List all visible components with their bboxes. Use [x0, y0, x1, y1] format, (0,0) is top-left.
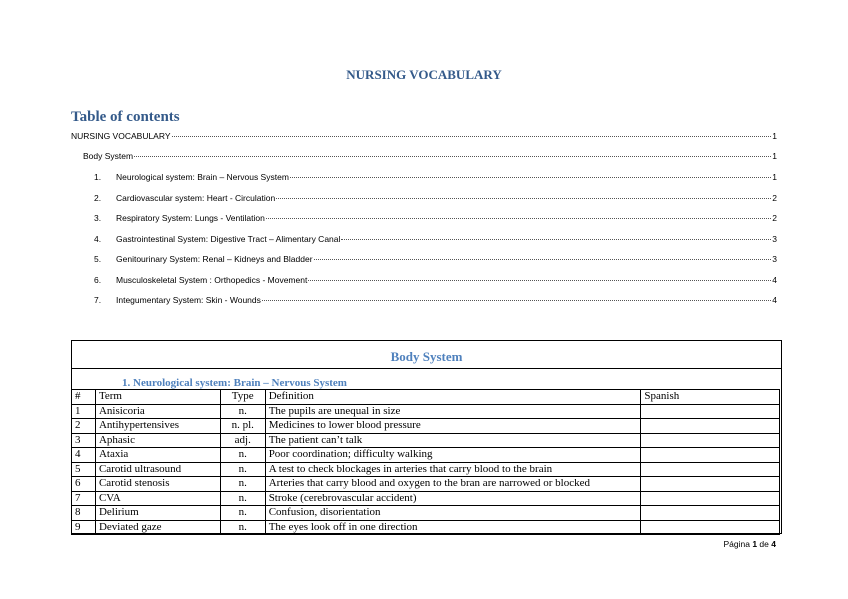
cell-term: Aphasic	[95, 433, 220, 448]
header-type: Type	[220, 390, 265, 405]
table-header-row	[72, 390, 780, 405]
cell-definition: Poor coordination; difficulty walking	[265, 448, 641, 463]
cell-spanish[interactable]	[641, 520, 780, 535]
toc-entry-number: 4.	[94, 234, 102, 244]
document-title: NURSING VOCABULARY	[346, 67, 502, 82]
toc-entry-page: 3	[772, 254, 777, 264]
cell-number: 4	[72, 448, 96, 463]
cell-number: 6	[72, 477, 96, 492]
cell-spanish[interactable]	[641, 419, 780, 434]
table-row	[72, 448, 780, 463]
table-row	[72, 433, 780, 448]
body-system-box	[71, 340, 782, 534]
cell-term: Carotid stenosis	[95, 477, 220, 492]
section-divider	[72, 368, 781, 369]
cell-definition: A test to check blockages in arteries that carry blood to the brain	[265, 462, 641, 477]
toc-entry-number: 3.	[94, 213, 102, 223]
toc-entry[interactable]	[94, 193, 777, 204]
header-spanish: Spanish	[641, 390, 780, 405]
cell-definition: Confusion, disorientation	[265, 506, 641, 521]
cell-spanish[interactable]	[641, 404, 780, 419]
cell-term: Carotid ultrasound	[95, 462, 220, 477]
cell-number: 2	[72, 419, 96, 434]
toc-entry-text: Neurological system: Brain – Nervous System	[116, 172, 289, 182]
toc-entry[interactable]	[83, 151, 777, 162]
cell-definition: The patient can’t talk	[265, 433, 641, 448]
toc-entry-page: 4	[772, 275, 777, 285]
cell-type: n.	[220, 448, 265, 463]
table-row	[72, 506, 780, 521]
toc-entry-number: 7.	[94, 295, 102, 305]
cell-term: Antihypertensives	[95, 419, 220, 434]
toc-leader	[308, 280, 771, 281]
toc-entry[interactable]	[94, 295, 777, 306]
subsection-title: 1. Neurological system: Brain – Nervous System	[122, 377, 347, 389]
toc-entry-number: 5.	[94, 254, 102, 264]
cell-spanish[interactable]	[641, 462, 780, 477]
toc-entry[interactable]	[71, 131, 777, 142]
toc-entry-number: 2.	[94, 193, 102, 203]
toc-leader	[314, 259, 772, 260]
toc-entry-page: 4	[772, 295, 777, 305]
footer-page-total: 4	[771, 539, 776, 549]
cell-definition: The eyes look off in one direction	[265, 520, 641, 535]
vocabulary-table-body	[72, 390, 780, 535]
toc-entry[interactable]	[94, 234, 777, 245]
cell-number: 3	[72, 433, 96, 448]
table-row	[72, 491, 780, 506]
toc-entry-page: 1	[772, 131, 777, 141]
toc-entry-text: Cardiovascular system: Heart - Circulation	[116, 193, 276, 203]
toc-entry[interactable]	[94, 213, 777, 224]
toc-leader	[290, 177, 771, 178]
cell-type: adj.	[220, 433, 265, 448]
cell-term: CVA	[95, 491, 220, 506]
toc-entry-page: 2	[772, 213, 777, 223]
cell-definition: The pupils are unequal in size	[265, 404, 641, 419]
table-row	[72, 520, 780, 535]
cell-type: n.	[220, 477, 265, 492]
toc-entry[interactable]	[94, 172, 777, 183]
cell-spanish[interactable]	[641, 491, 780, 506]
toc-heading: Table of contents	[71, 109, 180, 125]
cell-definition: Arteries that carry blood and oxygen to the bran are narrowed or blocked	[265, 477, 641, 492]
toc-entry-page: 2	[772, 193, 777, 203]
toc-leader	[266, 218, 771, 219]
vocabulary-table	[71, 389, 780, 535]
cell-term: Deviated gaze	[95, 520, 220, 535]
section-title: Body System	[390, 349, 463, 364]
toc-entry-text: Respiratory System: Lungs - Ventilation	[116, 213, 265, 223]
cell-term: Delirium	[95, 506, 220, 521]
toc-entry-text: Gastrointestinal System: Digestive Tract – Alimentary Canal	[116, 234, 341, 244]
header-definition: Definition	[265, 390, 641, 405]
toc-leader	[172, 136, 772, 137]
cell-number: 5	[72, 462, 96, 477]
toc-entry-text: NURSING VOCABULARY	[71, 131, 171, 141]
toc-leader	[341, 239, 771, 240]
cell-type: n.	[220, 506, 265, 521]
toc-entry-number: 1.	[94, 172, 102, 182]
footer-of-label: de	[759, 539, 769, 549]
table-row	[72, 477, 780, 492]
toc-entry-page: 1	[772, 172, 777, 182]
toc-leader	[276, 198, 771, 199]
cell-spanish[interactable]	[641, 506, 780, 521]
table-row	[72, 404, 780, 419]
cell-type: n. pl.	[220, 419, 265, 434]
cell-number: 1	[72, 404, 96, 419]
toc-entry-text: Genitourinary System: Renal – Kidneys and Bladder	[116, 254, 313, 264]
cell-number: 8	[72, 506, 96, 521]
cell-term: Ataxia	[95, 448, 220, 463]
cell-spanish[interactable]	[641, 477, 780, 492]
toc-entry-text: Body System	[83, 151, 134, 161]
cell-spanish[interactable]	[641, 433, 780, 448]
toc-entry[interactable]	[94, 254, 777, 265]
footer-page-label: Página	[723, 539, 750, 549]
cell-term: Anisicoria	[95, 404, 220, 419]
toc-entry-page: 1	[772, 151, 777, 161]
toc-entry-text: Integumentary System: Skin - Wounds	[116, 295, 261, 305]
toc-entry-page: 3	[772, 234, 777, 244]
toc-entry-text: Musculoskeletal System : Orthopedics - Movement	[116, 275, 308, 285]
cell-type: n.	[220, 462, 265, 477]
footer-page-number: 1	[752, 539, 758, 549]
toc-entry[interactable]	[94, 275, 777, 286]
toc-entry-number: 6.	[94, 275, 102, 285]
page-footer	[723, 539, 776, 549]
cell-number: 7	[72, 491, 96, 506]
cell-spanish[interactable]	[641, 448, 780, 463]
header-number: #	[72, 390, 96, 405]
toc-leader	[262, 300, 771, 301]
toc-leader	[134, 156, 771, 157]
header-term: Term	[95, 390, 220, 405]
cell-number: 9	[72, 520, 96, 535]
table-row	[72, 419, 780, 434]
cell-type: n.	[220, 520, 265, 535]
cell-type: n.	[220, 491, 265, 506]
cell-type: n.	[220, 404, 265, 419]
cell-definition: Stroke (cerebrovascular accident)	[265, 491, 641, 506]
cell-definition: Medicines to lower blood pressure	[265, 419, 641, 434]
table-row	[72, 462, 780, 477]
